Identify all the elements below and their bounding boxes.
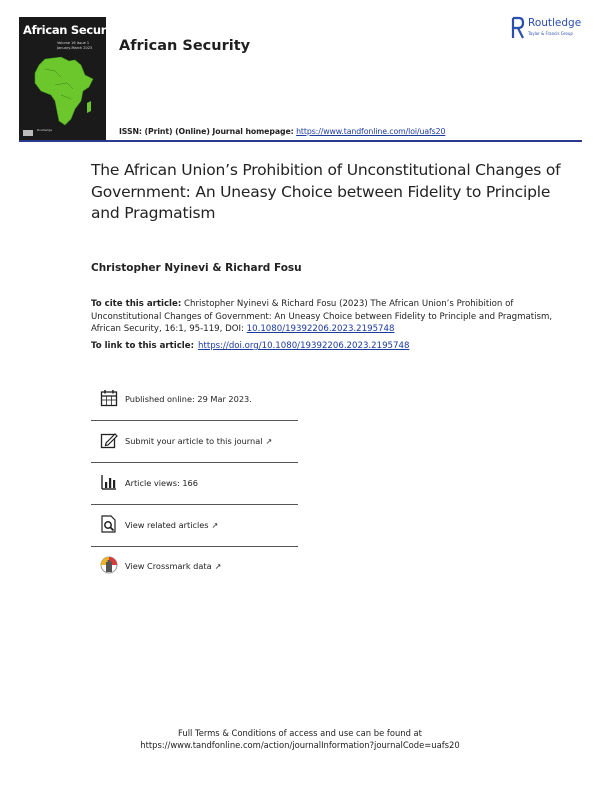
journal-name: African Security <box>119 38 251 54</box>
publisher-mark <box>23 130 33 136</box>
africa-map-icon <box>31 55 97 127</box>
cite-text: Christopher Nyinevi & Richard Fosu (2023) The African Union’s Prohibition of Unconstitutional Changes of Government: An Uneasy Choice between Fidelity to Principle and Pragmatism, African Security, 16:1, 95-119, DOI: <box>91 299 553 335</box>
divider <box>91 504 298 505</box>
crossmark-link[interactable] <box>125 561 221 571</box>
divider <box>91 546 298 547</box>
submit-article-link[interactable] <box>125 436 272 446</box>
bar-chart-icon <box>100 473 118 491</box>
views-row <box>91 468 298 498</box>
external-link-icon: ↗ <box>211 521 219 530</box>
external-link-icon: ↗ <box>265 437 273 446</box>
published-date: Published online: 29 Mar 2023. <box>125 394 252 404</box>
issn-label: ISSN: (Print) (Online) Journal homepage: <box>119 127 294 136</box>
related-label: View related articles <box>125 520 209 530</box>
article-link-block <box>91 341 409 351</box>
doi-link[interactable]: 10.1080/19392206.2023.2195748 <box>246 324 395 335</box>
routledge-logo <box>511 16 591 44</box>
footer-url[interactable]: https://www.tandfonline.com/action/journalInformation?journalCode=uafs20 <box>140 739 460 750</box>
cover-date: January-March 2023 <box>57 46 93 50</box>
divider <box>91 462 298 463</box>
citation-block <box>91 298 561 336</box>
link-label: To link to this article: <box>91 341 195 351</box>
header-divider <box>19 140 582 142</box>
crossmark-label: View Crossmark data <box>125 561 212 571</box>
submit-label: Submit your article to this journal <box>125 436 263 446</box>
related-search-icon <box>100 515 118 533</box>
calendar-icon <box>100 389 118 407</box>
submit-row[interactable] <box>91 426 298 456</box>
related-row[interactable] <box>91 510 298 540</box>
article-doi-url[interactable]: https://doi.org/10.1080/19392206.2023.2195748 <box>198 341 410 351</box>
issn-line <box>119 127 445 136</box>
published-row <box>91 384 298 414</box>
footer <box>0 728 600 751</box>
article-views: Article views: 166 <box>125 478 198 488</box>
related-articles-link[interactable] <box>125 520 218 530</box>
divider <box>91 420 298 421</box>
crossmark-icon <box>100 556 118 574</box>
cover-volume: Volume 16 Issue 1 <box>57 41 90 45</box>
article-authors: Christopher Nyinevi & Richard Fosu <box>91 262 302 274</box>
journal-homepage-link[interactable]: https://www.tandfonline.com/loi/uafs20 <box>296 127 446 136</box>
cover-title: African Security <box>23 23 123 37</box>
logo-name: Routledge <box>528 17 582 29</box>
journal-cover <box>19 17 123 140</box>
edit-icon <box>100 431 118 449</box>
routledge-r-icon <box>511 16 525 40</box>
article-title: The African Union’s Prohibition of Unconstitutional Changes of Government: An Uneasy Choice between Fidelity to Principle and Pragmatism <box>91 161 561 222</box>
logo-subtitle: Taylor & Francis Group <box>528 31 573 36</box>
cite-label: To cite this article: <box>91 299 182 309</box>
cover-publisher: Routledge <box>37 128 53 132</box>
external-link-icon: ↗ <box>214 562 222 571</box>
crossmark-row[interactable] <box>91 551 298 581</box>
footer-terms: Full Terms & Conditions of access and use can be found at <box>178 728 422 738</box>
